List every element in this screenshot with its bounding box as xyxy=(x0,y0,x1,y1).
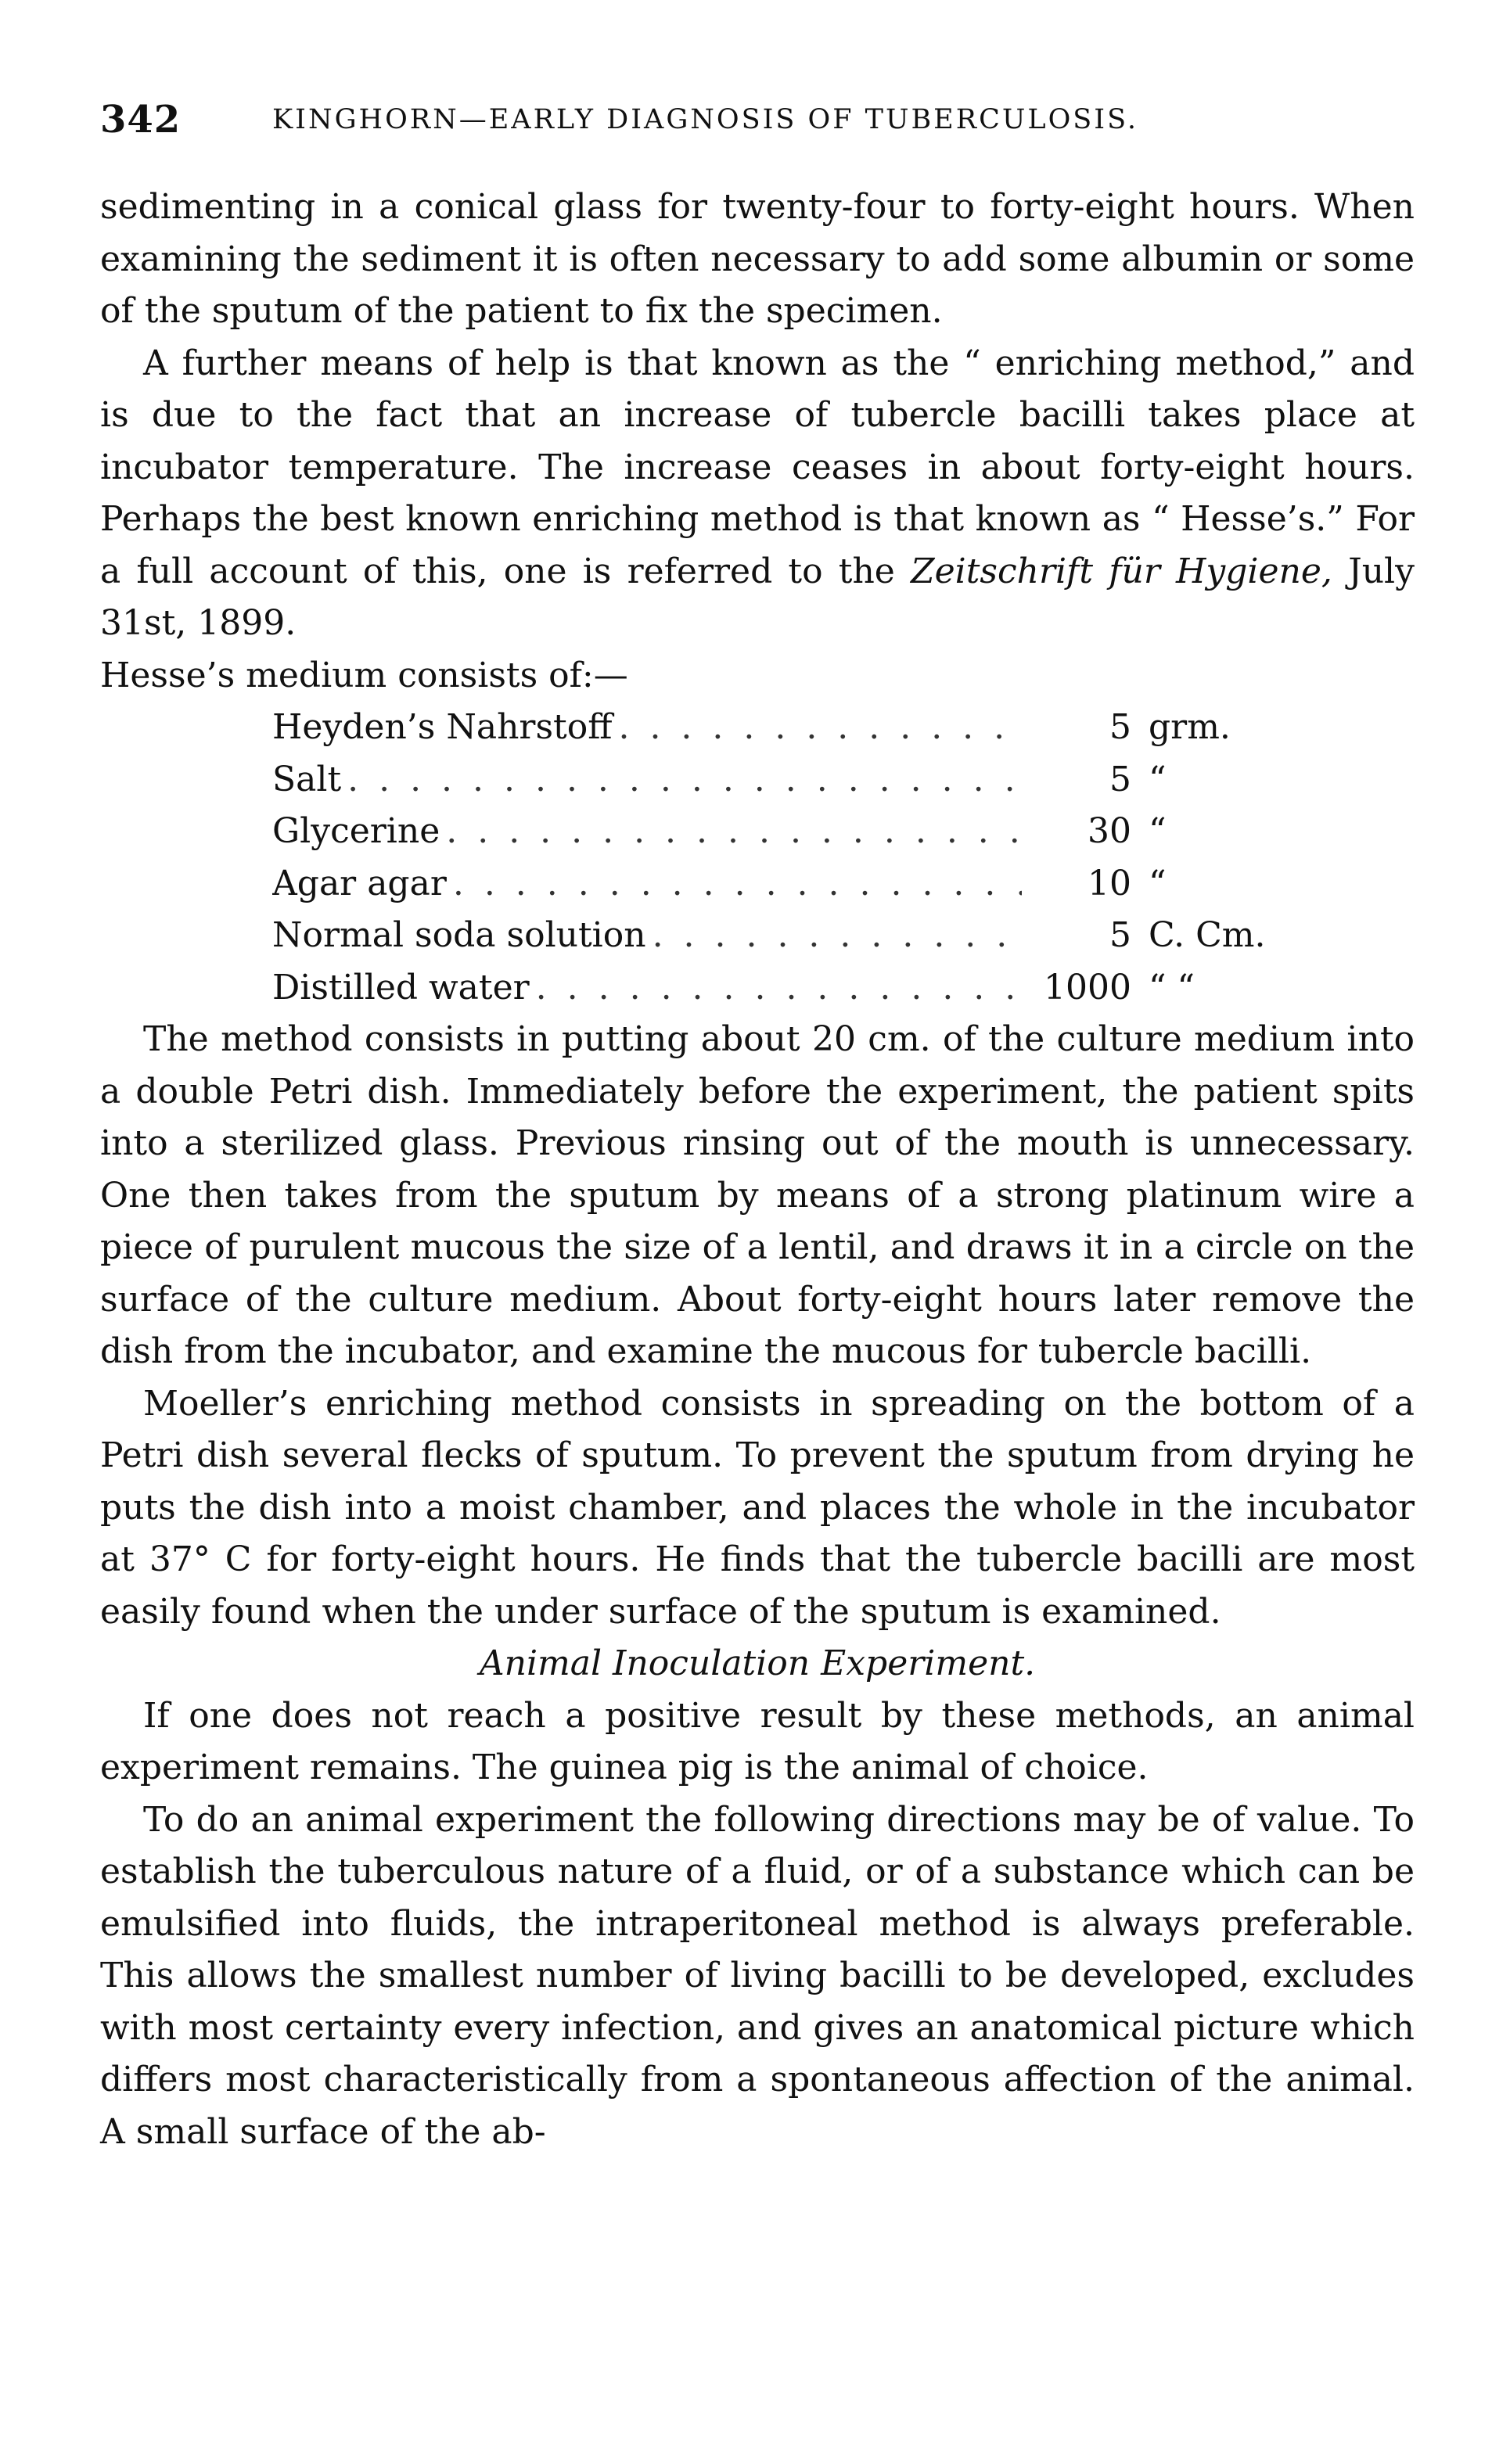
recipe-row xyxy=(272,910,1321,962)
recipe-row xyxy=(272,754,1321,806)
recipe-intro: Hesse’s medium consists of:— xyxy=(100,655,628,695)
section-heading: Animal Inoculation Experiment. xyxy=(479,1643,1036,1683)
recipe-list xyxy=(272,702,1321,1014)
ingredient-name: Normal soda solution xyxy=(272,915,646,955)
ingredient-name: Agar agar xyxy=(272,863,447,903)
ingredient-name: Distilled water xyxy=(272,967,530,1008)
paragraph-enriching-text: A further means of help is that known as the “ enriching method,” and is due to the fact that an increase of tubercle bacilli takes place at incubator temperature. The increase ceases in about forty-eight hours. Perhaps the best known enriching method is that known as “ Hesse’s.” For a full account of this, one is referred to the xyxy=(100,343,1415,591)
recipe-row xyxy=(272,806,1321,858)
paragraph-sedimenting: sedimenting in a conical glass for twenty-four to forty-eight hours. When examining the sediment it is often necessary to add some albumin or some of the sputum of the patient to fix the specimen. xyxy=(100,187,1415,331)
paragraph-hesse-method: The method consists in putting about 20 cm. of the culture medium into a double Petri dish. Immediately before the experiment, the patient spits into a sterilized glass. Previous rinsing out of the mouth is unnecessary. One then takes from the sputum by means of a strong platinum wire a piece of purulent mucous the size of a lentil, and draws it in a circle on the surface of the culture medium. About forty-eight hours later remove the dish from the incubator, and examine the mucous for tubercle bacilli. xyxy=(100,1019,1415,1371)
page-body xyxy=(100,181,1415,2158)
page-header xyxy=(100,98,1415,145)
dot-leader xyxy=(530,962,1022,1015)
recipe-row xyxy=(272,962,1321,1015)
journal-title: Zeitschrift für Hygiene, xyxy=(911,551,1332,591)
paragraph-animal-experiment: If one does not reach a positive result by these methods, an animal experiment remains. The guinea pig is the animal of choice. xyxy=(100,1695,1415,1787)
paragraph-directions: To do an animal experiment the following directions may be of value. To establish the tuberculous nature of a fluid, or of a substance which can be emulsified into fluids, the intraperitoneal method is always preferable. This allows the smallest number of living bacilli to be developed, excludes with most certainty every infection, and gives an anatomical picture which differs most characteristically from a spontaneous affection of the animal. A small surface of the ab- xyxy=(100,1799,1415,2152)
paragraph-moeller-method: Moeller’s enriching method consists in spreading on the bottom of a Petri dish several flecks of sputum. To prevent the sputum from drying he puts the dish into a moist chamber, and places the whole in the incubator at 37° C for forty-eight hours. He finds that the tubercle bacilli are most easily found when the under surface of the sputum is examined. xyxy=(100,1383,1415,1632)
ingredient-unit: “ “ xyxy=(1149,967,1195,1008)
ingredient-quantity: 5 xyxy=(1109,759,1131,799)
dot-leader xyxy=(612,702,1022,754)
recipe-row xyxy=(272,858,1321,911)
paragraph-enriching-method xyxy=(100,338,1415,650)
dot-leader xyxy=(341,754,1022,806)
ingredient-quantity: 30 xyxy=(1088,811,1131,851)
ingredient-quantity: 5 xyxy=(1109,915,1131,955)
ingredient-unit: C. Cm. xyxy=(1149,915,1266,955)
ingredient-unit: grm. xyxy=(1149,707,1231,747)
ingredient-quantity: 1000 xyxy=(1044,967,1131,1008)
running-title: KINGHORN—EARLY DIAGNOSIS OF TUBERCULOSIS. xyxy=(272,104,1138,135)
ingredient-unit: “ xyxy=(1149,811,1167,851)
dot-leader xyxy=(646,910,1022,962)
ingredient-unit: “ xyxy=(1149,863,1167,903)
ingredient-name: Salt xyxy=(272,759,342,799)
journal-date: July 31st, 1899. xyxy=(100,551,1415,643)
ingredient-name: Glycerine xyxy=(272,811,440,851)
dot-leader xyxy=(440,806,1022,858)
page-number: 342 xyxy=(100,98,182,142)
recipe-row xyxy=(272,702,1321,754)
dot-leader xyxy=(447,858,1022,911)
ingredient-quantity: 10 xyxy=(1088,863,1131,903)
ingredient-unit: “ xyxy=(1149,759,1167,799)
ingredient-quantity: 5 xyxy=(1109,707,1131,747)
ingredient-name: Heyden’s Nahrstoff xyxy=(272,707,613,747)
